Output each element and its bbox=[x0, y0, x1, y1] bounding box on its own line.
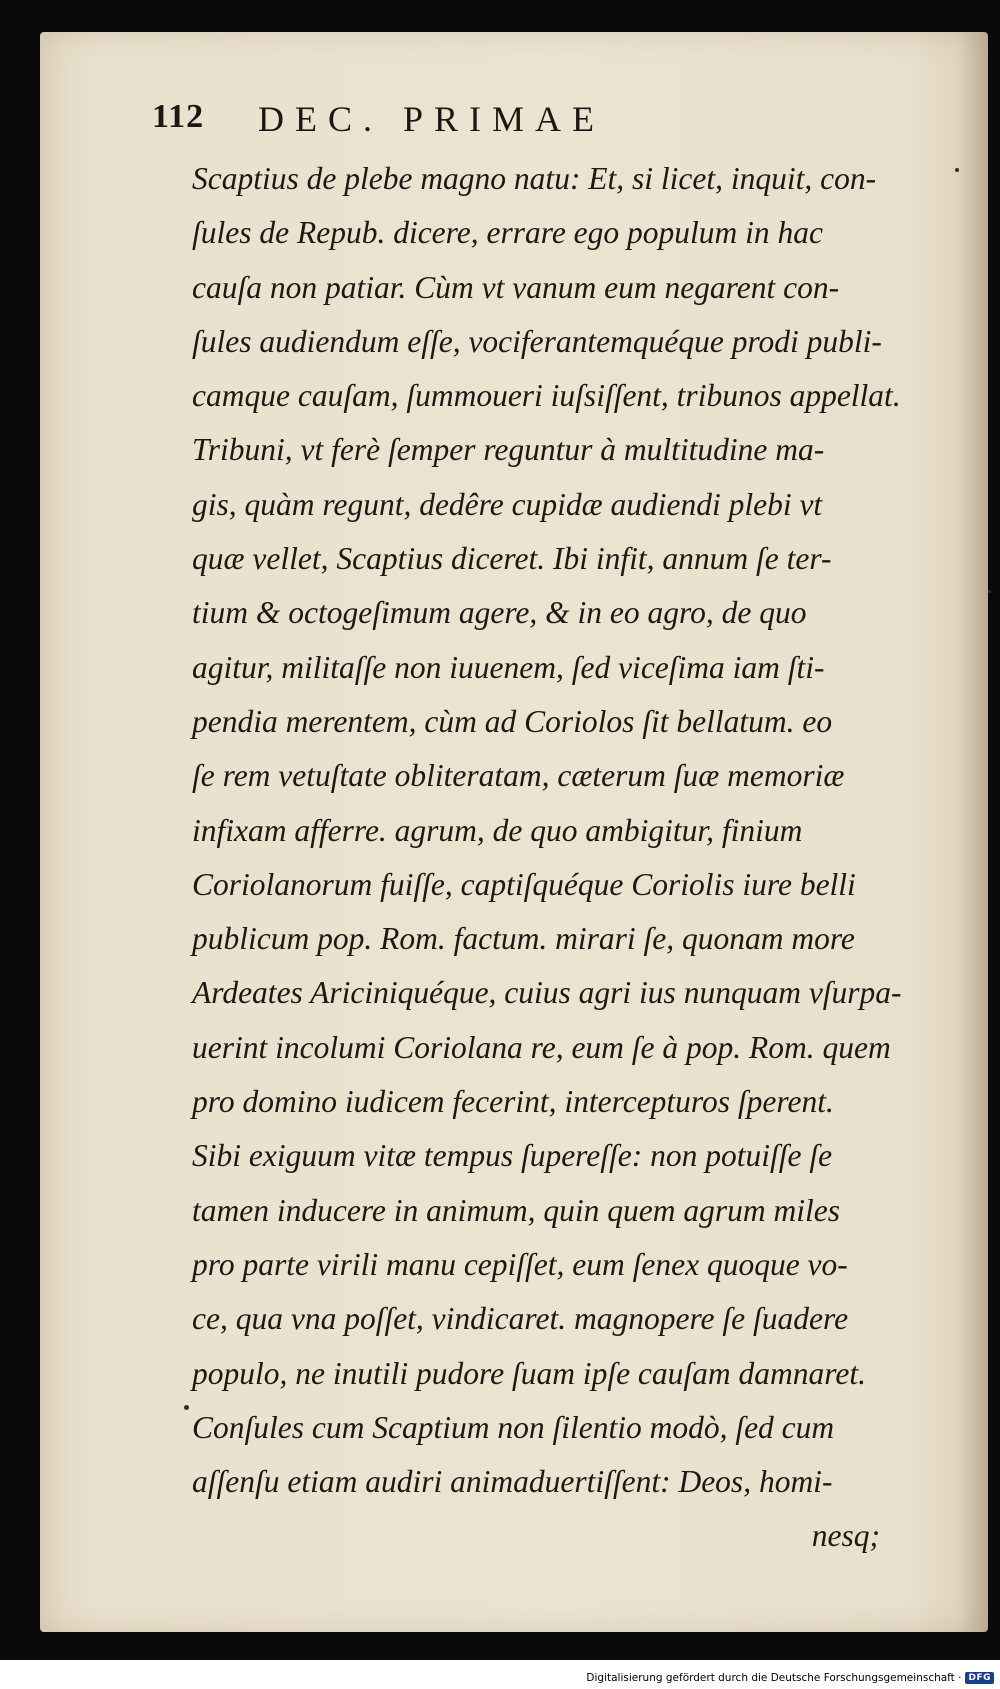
page-header bbox=[152, 98, 772, 148]
text-line: gis, quàm regunt, dedêre cupidæ audiendi plebi vt bbox=[192, 486, 823, 522]
page-edge-shadow bbox=[958, 32, 988, 1632]
text-line: ſe rem vetuſtate obliteratam, cæterum ſuæ memoriæ bbox=[192, 758, 845, 794]
text-line: agitur, militaſſe non iuuenem, ſed viceſima iam ſti- bbox=[192, 649, 825, 685]
text-line: camque cauſam, ſummoueri iuſsiſſent, tribunos appellat. bbox=[192, 378, 901, 414]
text-line: pro domino iudicem fecerint, intercepturos ſperent. bbox=[192, 1084, 834, 1120]
text-line: Tribuni, vt ferè ſemper reguntur à multitudine ma- bbox=[192, 432, 825, 468]
text-line: tamen inducere in animum, quin quem agrum miles bbox=[192, 1192, 840, 1228]
text-line: infixam afferre. agrum, de quo ambigitur, finium bbox=[192, 812, 803, 848]
text-line: publicum pop. Rom. factum. mirari ſe, quonam more bbox=[192, 921, 855, 957]
text-line: pro parte virili manu cepiſſet, eum ſenex quoque vo- bbox=[192, 1246, 848, 1282]
body-text bbox=[192, 152, 942, 1564]
page-number: 112 bbox=[152, 98, 205, 135]
ink-speck bbox=[184, 1405, 189, 1410]
catchword: nesq; bbox=[811, 1518, 880, 1554]
text-line: Scaptius de plebe magno natu: Et, si licet, inquit, con- bbox=[192, 161, 877, 196]
dfg-logo-icon: DFG bbox=[965, 1672, 994, 1684]
text-line: Coriolanorum fuiſſe, captiſquéque Coriolis iure belli bbox=[192, 866, 856, 902]
ink-speck bbox=[955, 168, 959, 172]
running-head: DEC. PRIMAE bbox=[258, 99, 606, 139]
text-line: tium & octogeſimum agere, & in eo agro, de quo bbox=[192, 595, 807, 631]
text-line: ſules audiendum eſſe, vociferantemquéque prodi publi- bbox=[192, 323, 882, 359]
text-line: ſules de Repub. dicere, errare ego populum in hac bbox=[192, 215, 824, 251]
text-line: Ardeates Ariciniquéque, cuius agri ius nunquam vſurpa- bbox=[192, 975, 902, 1011]
text-line: aſſenſu etiam audiri animaduertiſſent: Deos, homi- bbox=[192, 1464, 833, 1500]
text-line: populo, ne inutili pudore ſuam ipſe cauſam damnaret. bbox=[192, 1355, 866, 1391]
text-line: uerint incolumi Coriolana re, eum ſe à pop. Rom. quem bbox=[192, 1029, 891, 1065]
text-line: quæ vellet, Scaptius diceret. Ibi infit, annum ſe ter- bbox=[192, 541, 832, 577]
text-line: ce, qua vna poſſet, vindicaret. magnopere ſe ſuadere bbox=[192, 1301, 849, 1337]
text-line: pendia merentem, cùm ad Coriolos ſit bellatum. eo bbox=[192, 703, 833, 739]
text-line: Conſules cum Scaptium non ſilentio modò, ſed cum bbox=[192, 1409, 835, 1445]
text-line: cauſa non patiar. Cùm vt vanum eum negarent con- bbox=[192, 269, 840, 305]
digitization-footer bbox=[586, 1669, 994, 1687]
ink-speck bbox=[988, 590, 991, 593]
footer-credit: Digitalisierung gefördert durch die Deutsche Forschungsgemeinschaft · bbox=[586, 1672, 962, 1684]
text-line: Sibi exiguum vitæ tempus ſupereſſe: non potuiſſe ſe bbox=[192, 1138, 833, 1174]
